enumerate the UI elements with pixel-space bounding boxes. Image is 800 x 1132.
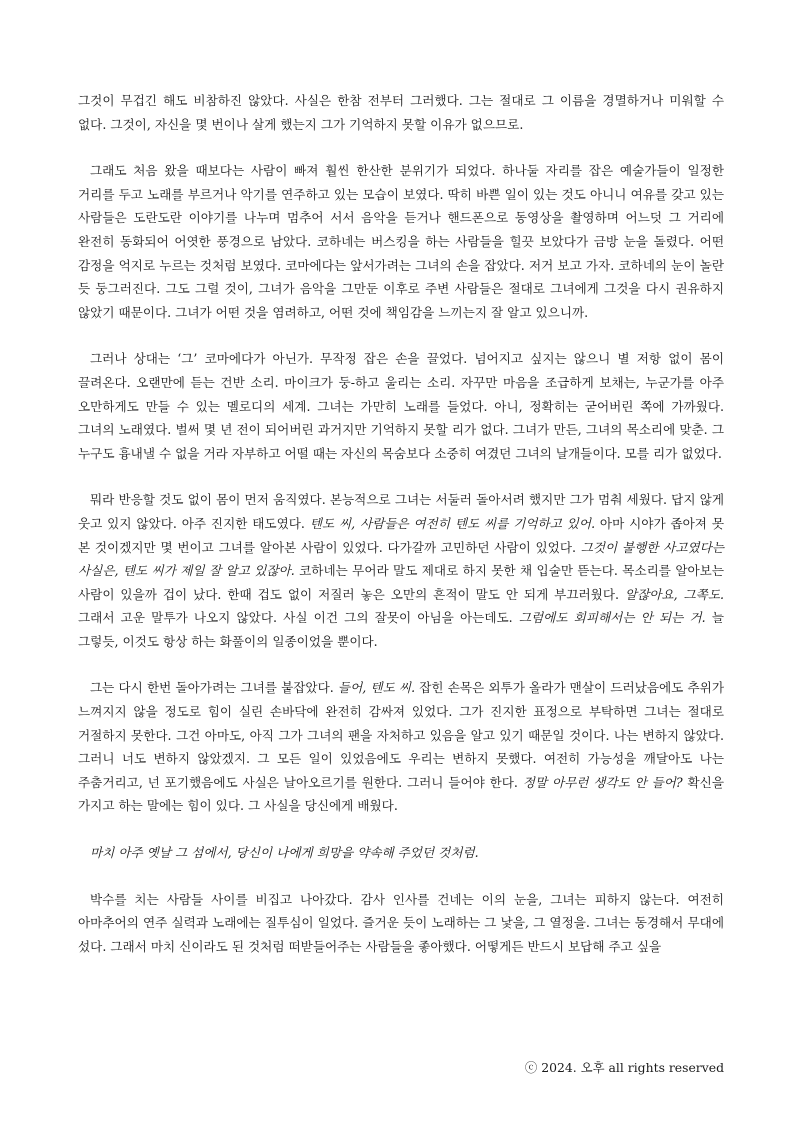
dialogue: 정말 아무런 생각도 안 들어? (522, 774, 683, 790)
narration: 잡힌 손목은 외투가 올라가 맨살이 드러났음에도 추위가 느껴지지 않을 정도로 힘이 실린 손바닥에 완전히 감싸져 있었다. 그가 진지한 표정으로 부탁하면 그녀는 절대로 거절하지 못한다. 그건 아마도, 아직 그가 그녀의 팬을 자처하고 있음을 알고 있기 때문일 것이다. 나는 변하지 않았다. 그러니 너도 변하지 않았겠지. 그 모든 일이 있었음에도 우리는 변하지 못했다. 여전히 가능성을 깨달아도 나는 주춤거리고, 넌 포기했음에도 사실은 날아오르기를 원한다. 그러니 들어야 한다. (78, 680, 724, 790)
paragraph-7: 박수를 치는 사람들 사이를 비집고 나아갔다. 감사 인사를 건네는 이의 눈을, 그녀는 피하지 않는다. 여전히 아마추어의 연주 실력과 노래에는 질투심이 일었다. 즐거운 듯이 노래하는 그 낯을, 그 열정을. 그녀는 동경해서 무대에 섰다. 그래서 마치 신이라도 된 것처럼 떠받들어주는 사람들을 좋아했다. 어떻게든 반드시 보답해 주고 싶을 (78, 891, 724, 954)
paragraph-5 (78, 676, 724, 818)
dialogue: 그것이 불행한 사고였다는 사실은, 텐도 씨가 제일 잘 알고 있잖아. (78, 539, 724, 579)
dialogue: 들어, 텐도 씨. (337, 680, 416, 696)
narration: 아마 시야가 좁아져 못 본 것이겠지만 몇 번이고 그녀를 알아본 사람이 있었다. 다가갈까 고민하던 사람이 있었다. (78, 515, 724, 555)
narration: 늘 그렇듯, 이것도 항상 하는 화풀이의 일종이었을 뿐이다. (78, 610, 725, 649)
paragraph-3: 그러나 상대는 ‘그’ 코마에다가 아닌가. 무작정 잡은 손을 끌었다. 넘어지고 싶지는 않으니 별 저항 없이 몸이 끌려온다. 오랜만에 듣는 건반 소리. 마이크가 둥-하고 울리는 소리. 자꾸만 마음을 조급하게 보채는, 누군가를 아주 오만하게도 만들 수 있는 멜로디의 세계. 그녀는 가만히 노래를 들었다. 아니, 정확히는 굳어버린 쪽에 가까웠다. 그녀의 노래였다. 벌써 몇 년 전이 되어버린 과거지만 기억하지 못할 리가 없다. 그녀가 만든, 그녀의 목소리에 맞춘. 그 누구도 흉내낼 수 없을 거라 자부하고 어떨 때는 자신의 목숨보다 소중히 여겼던 그녀의 날개들이다. 모를 리가 없었다. (78, 351, 724, 461)
copyright-footer: ⓒ 2024. 오후 all rights reserved (524, 1060, 724, 1075)
paragraph-gap (78, 324, 724, 347)
narration: 확신을 가지고 하는 말에는 힘이 있다. 그 사실을 당신에게 배웠다. (78, 774, 724, 814)
document-body (78, 89, 724, 958)
paragraph-gap (78, 465, 724, 488)
dialogue: 그럼에도 회피해서는 안 되는 거. (518, 610, 706, 626)
paragraph-gap (78, 653, 724, 676)
narration: 뭐라 반응할 것도 없이 몸이 먼저 움직였다. 본능적으로 그녀는 서둘러 돌아서려 했지만 그가 멈춰 세웠다. 답지 않게 웃고 있지 않았다. 아주 진지한 태도였다. (78, 492, 724, 531)
paragraph-gap (78, 818, 724, 841)
paragraph-gap (78, 865, 724, 888)
dialogue: 알잖아요, 그쪽도. (624, 586, 724, 602)
paragraph-4 (78, 488, 724, 653)
narration: 그래서 고운 말투가 나오지 않았다. 사실 이건 그의 잘못이 아님을 아는데도. (78, 610, 519, 626)
paragraph-2: 그래도 처음 왔을 때보다는 사람이 빠져 훨씬 한산한 분위기가 되었다. 하나둘 자리를 잡은 예술가들이 일정한 거리를 두고 노래를 부르거나 악기를 연주하고 있는 모습이 보였다. 딱히 바쁜 일이 있는 것도 아니니 여유를 갖고 있는 사람들은 도란도란 이야기를 나누며 멈추어 서서 음악을 듣거나 핸드폰으로 동영상을 촬영하며 어느덧 그 거리에 완전히 동화되어 어엿한 풍경으로 남았다. 코하네는 버스킹을 하는 사람들을 힐끗 보았다가 금방 눈을 돌렸다. 어떤 감정을 억지로 누르는 것처럼 보였다. 코마에다는 앞서가려는 그녀의 손을 잡았다. 저거 보고 가자. 코하네의 눈이 놀란 듯 둥그러진다. 그도 그럴 것이, 그녀가 음악을 그만둔 이후로 주변 사람들은 절대로 그녀에게 그것을 다시 권유하지 않았기 때문이다. 그녀가 어떤 것을 염려하고, 어떤 것에 책임감을 느끼는지 잘 알고 있으니까. (78, 163, 724, 320)
paragraph-6 (78, 841, 724, 865)
italic-line: 마치 아주 옛날 그 섬에서, 당신이 나에게 희망을 약속해 주었던 것처럼. (90, 845, 479, 861)
paragraph-1: 그것이 무겁긴 해도 비참하진 않았다. 사실은 한참 전부터 그러했다. 그는 절대로 그 이름을 경멸하거나 미워할 수 없다. 그것이, 자신을 몇 번이나 살게 했는지 그가 기억하지 못할 이유가 없으므로. (78, 93, 724, 132)
narration: 코하네는 무어라 말도 제대로 하지 못한 채 입술만 뜯는다. 목소리를 알아보는 사람이 있을까 겁이 났다. 한때 겁도 없이 저질러 놓은 오만의 흔적이 말도 안 되게 부끄러웠다. (78, 563, 725, 602)
dialogue: 텐도 씨, 사람들은 여전히 텐도 씨를 기억하고 있어. (309, 515, 596, 531)
paragraph-gap (78, 136, 724, 159)
narration: 그는 다시 한번 돌아가려는 그녀를 붙잡았다. (90, 680, 338, 696)
